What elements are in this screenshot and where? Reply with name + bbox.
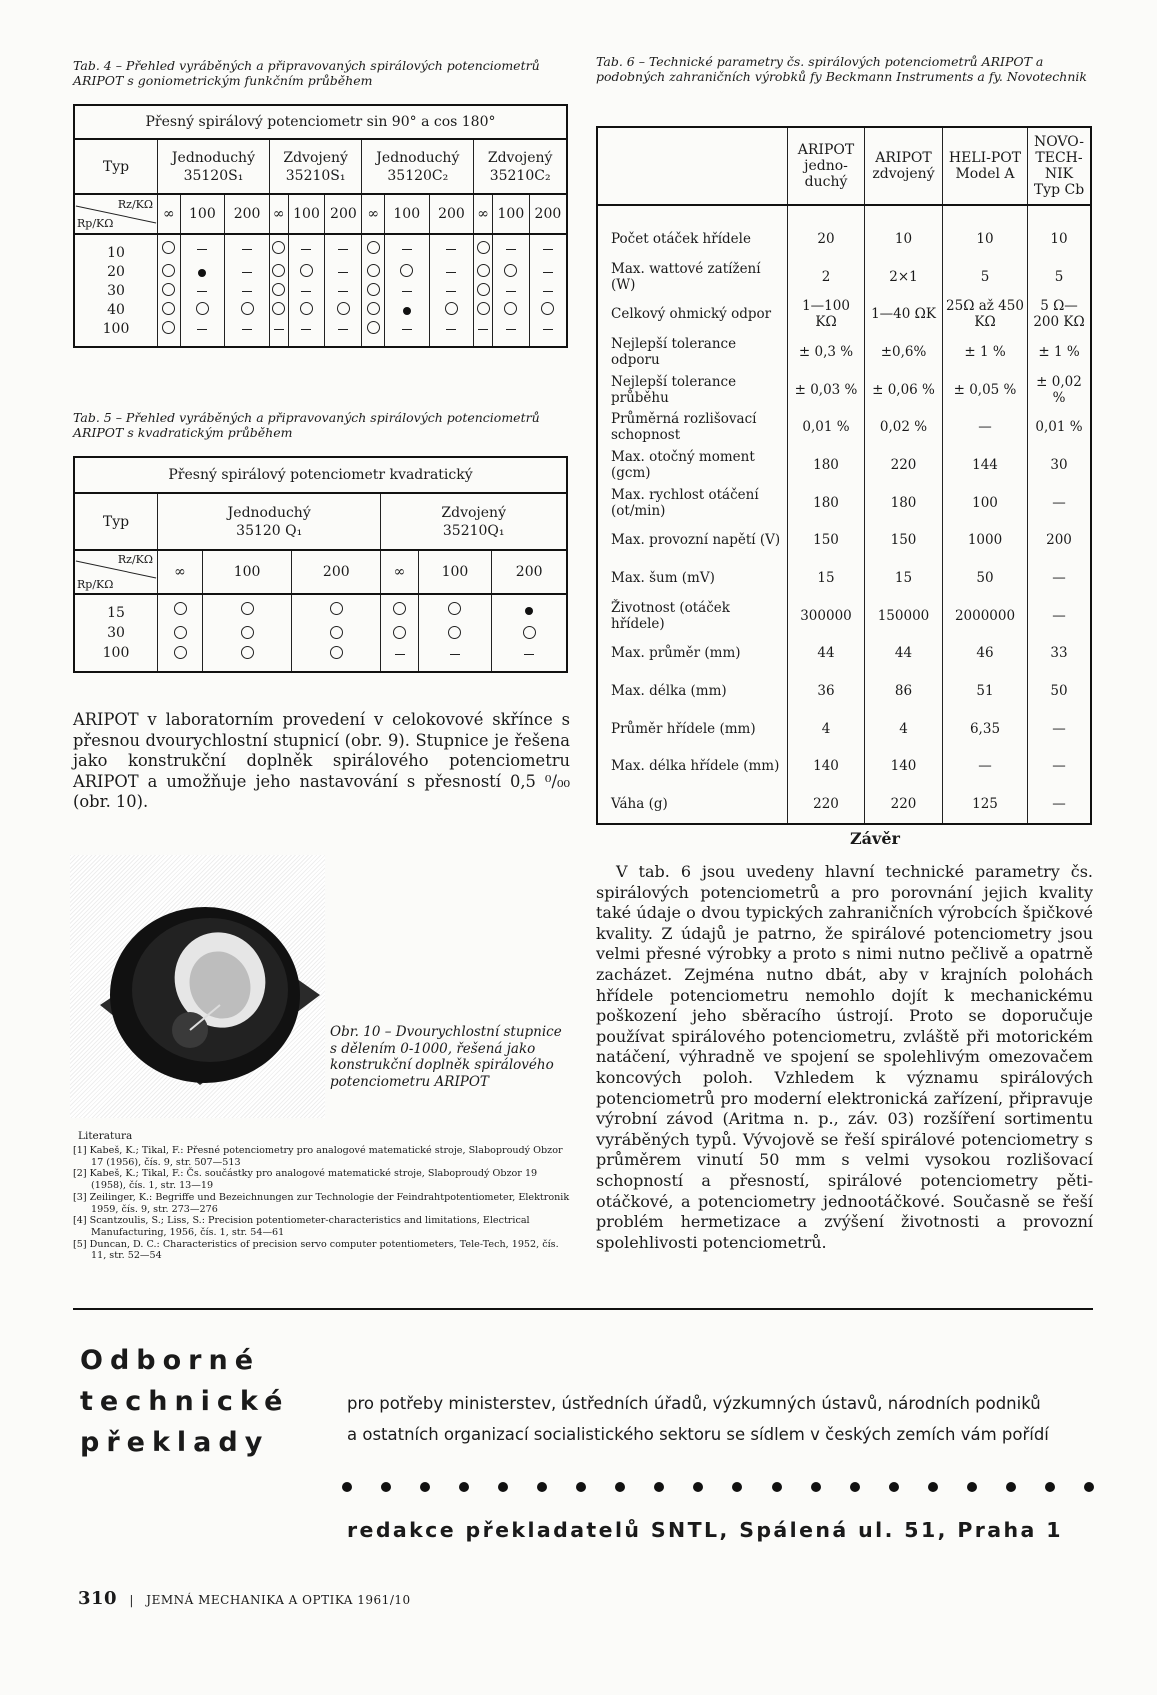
open-circle-mark <box>474 262 493 281</box>
bullet-dot <box>693 1482 703 1492</box>
open-circle-mark <box>158 262 181 281</box>
tab5-col-header: ∞ <box>158 550 203 594</box>
open-circle-mark <box>362 319 385 338</box>
ad-rule <box>73 1308 1093 1310</box>
tab4-col-header: ∞ <box>269 194 288 234</box>
bullet-dot <box>967 1482 977 1492</box>
tab6-cell: — <box>943 748 1028 786</box>
open-circle-mark <box>203 623 292 643</box>
tab6-row <box>597 205 1091 258</box>
tab6-cell: 140 <box>788 748 865 786</box>
literature-list <box>73 1145 570 1262</box>
tab6-row-label: Max. rychlost otáčení (ot/min) <box>611 486 759 519</box>
dash-mark <box>492 643 567 663</box>
tab4-col-header: 200 <box>529 194 567 234</box>
dash-mark <box>384 319 429 338</box>
dash-mark <box>180 234 225 262</box>
tab6-row <box>597 522 1091 560</box>
open-circle-mark <box>225 300 270 319</box>
dash-mark <box>225 234 270 262</box>
open-circle-mark <box>269 234 288 262</box>
open-circle-mark <box>292 594 381 623</box>
tab4-col-header: 200 <box>429 194 474 234</box>
tab4-row-label: 100 <box>102 320 130 337</box>
tab5-row <box>74 643 567 663</box>
filled-dot-mark <box>492 594 567 623</box>
tab4-group-1: Jednoduchý 35120S₁ <box>158 139 270 194</box>
bullet-dot <box>1045 1482 1055 1492</box>
bullet-dot <box>1084 1482 1094 1492</box>
bullet-dot <box>732 1482 742 1492</box>
tab4-col-header: 100 <box>492 194 529 234</box>
open-circle-mark <box>492 623 567 643</box>
open-circle-mark <box>203 594 292 623</box>
tab4-col-header: 200 <box>325 194 362 234</box>
tab5-row-label: 15 <box>107 605 125 621</box>
tab6-row-label: Max. délka (mm) <box>611 683 727 700</box>
ad-text-line-1: pro potřeby ministerstev, ústředních úřadů, výzkumných ústavů, národních podniků <box>347 1394 1041 1413</box>
tab4-row <box>74 281 567 300</box>
tab6-cell: 5 Ω— 200 KΩ <box>1028 295 1092 333</box>
open-circle-mark <box>529 300 567 319</box>
tab6-cell: 25Ω až 450 KΩ <box>943 295 1028 333</box>
tab6-cell: 200 <box>1028 522 1092 560</box>
open-circle-mark <box>474 281 493 300</box>
tab6-cell: 100 <box>943 484 1028 522</box>
tab6-cell: 0,01 % <box>1028 408 1092 446</box>
filled-dot-mark <box>384 300 429 319</box>
tab6-row <box>597 785 1091 824</box>
dash-mark <box>325 281 362 300</box>
tab6-cell: 5 <box>1028 258 1092 296</box>
reference-item: [5] Duncan, D. C.: Characteristics of precision servo computer potentiometers, Tele-Tech, 1952, čís. 11, str. 52—54 <box>73 1238 559 1262</box>
tab6-cell: 144 <box>943 446 1028 484</box>
tab6-cell: 180 <box>788 446 865 484</box>
bullet-dot <box>459 1482 469 1492</box>
tab6-cell: 140 <box>865 748 943 786</box>
tab4-group-2: Zdvojený 35210S₁ <box>269 139 361 194</box>
dash-mark <box>180 281 225 300</box>
bullet-dot <box>342 1482 352 1492</box>
reference-item: [3] Zeilinger, K.: Begriffe und Bezeichnungen zur Technologie der Feindrahtpotentiometer, Elektronik 1959, čís. 9, str. 273—276 <box>73 1191 570 1215</box>
ad-text-line-2: a ostatních organizací socialistického sektoru se sídlem v českých zemích vám pořídí <box>347 1425 1049 1444</box>
tab6-row <box>597 635 1091 673</box>
tab6-cell: 0,01 % <box>788 408 865 446</box>
tab6-row <box>597 258 1091 296</box>
tab5-corner: Rz/KΩ Rp/KΩ <box>74 550 158 594</box>
dash-mark <box>288 319 325 338</box>
tab5-table <box>73 456 568 673</box>
dial-illustration <box>70 855 325 1118</box>
open-circle-mark <box>418 623 492 643</box>
dash-mark <box>225 281 270 300</box>
tab4-corner: Rz/KΩ Rp/KΩ <box>74 194 158 234</box>
tab6-cell: 220 <box>865 785 943 824</box>
tab6-cell: ± 1 % <box>1028 333 1092 371</box>
page-number: 310 <box>78 1588 118 1609</box>
tab6-cell: ± 0,03 % <box>788 371 865 409</box>
dash-mark <box>325 234 362 262</box>
tab5-caption: Tab. 5 – Přehled vyráběných a připravovaných spirálových potenciometrů ARIPOT s kvadratickým průběhem <box>73 410 540 440</box>
tab6-row-label: Max. provozní napětí (V) <box>611 532 781 549</box>
tab4-col-header: 100 <box>180 194 225 234</box>
tab6-row <box>597 408 1091 446</box>
tab6-cell: 1—40 ΩK <box>865 295 943 333</box>
tab4-col-header: ∞ <box>474 194 493 234</box>
tab6-cell: 36 <box>788 672 865 710</box>
open-circle-mark <box>269 281 288 300</box>
open-circle-mark <box>292 643 381 663</box>
tab4-group-3: Jednoduchý 35120C₂ <box>362 139 474 194</box>
open-circle-mark <box>158 623 203 643</box>
tab6-cell: — <box>943 408 1028 446</box>
tab6-table <box>596 126 1092 825</box>
tab6-cell: 4 <box>865 710 943 748</box>
dash-mark <box>529 262 567 281</box>
dash-mark <box>529 234 567 262</box>
tab6-cell: 86 <box>865 672 943 710</box>
tab6-cell: ± 1 % <box>943 333 1028 371</box>
dash-mark <box>474 319 493 338</box>
open-circle-mark <box>418 594 492 623</box>
tab6-cell: 180 <box>865 484 943 522</box>
tab4-row <box>74 300 567 319</box>
journal-name: JEMNÁ MECHANIKA A OPTIKA 1961/10 <box>146 1593 411 1607</box>
dash-mark <box>180 319 225 338</box>
tab6-cell: 33 <box>1028 635 1092 673</box>
tab6-row-label: Nejlepší tolerance odporu <box>611 335 737 368</box>
tab6-header-3: HELI-POT Model A <box>943 127 1028 205</box>
zaver-heading: Závěr <box>850 829 900 848</box>
tab5-group-1: Jednoduchý 35120 Q₁ <box>158 493 381 550</box>
open-circle-mark <box>269 300 288 319</box>
open-circle-mark <box>381 594 418 623</box>
tab6-header-1: ARIPOT jedno-duchý <box>788 127 865 205</box>
tab4-row-label: 20 <box>107 263 125 280</box>
tab5-row <box>74 594 567 623</box>
tab6-cell: ±0,6% <box>865 333 943 371</box>
dash-mark <box>288 234 325 262</box>
tab6-cell: 150 <box>865 522 943 560</box>
tab5-group-2: Zdvojený 35210Q₁ <box>381 493 567 550</box>
tab6-cell: 2×1 <box>865 258 943 296</box>
open-circle-mark <box>362 234 385 262</box>
tab6-row-label: Celkový ohmický odpor <box>611 306 772 323</box>
reference-item: [1] Kabeš, K.; Tikal, F.: Přesné potenciometry pro analogové matematické stroje, Slaboproudý Obzor 17 (1956), čís. 9, str. 507—513 <box>73 1145 563 1168</box>
tab6-cell: 1000 <box>943 522 1028 560</box>
tab6-header-4: NOVO-TECH-NIK Typ Cb <box>1028 127 1092 205</box>
tab6-cell: 51 <box>943 672 1028 710</box>
dash-mark <box>529 319 567 338</box>
tab6-row <box>597 371 1091 409</box>
open-circle-mark <box>381 623 418 643</box>
dash-mark <box>429 319 474 338</box>
ad-title-line-3: překlady <box>80 1427 270 1458</box>
tab6-row-label: Životnost (otáček hřídele) <box>611 599 730 632</box>
tab6-row <box>597 559 1091 597</box>
dash-mark <box>429 262 474 281</box>
tab6-cell: 220 <box>865 446 943 484</box>
bullet-dot <box>498 1482 508 1492</box>
tab4-typ: Typ <box>74 139 158 194</box>
tab6-cell: 15 <box>865 559 943 597</box>
tab6-cell: 125 <box>943 785 1028 824</box>
open-circle-mark <box>429 300 474 319</box>
tab6-cell: 50 <box>943 559 1028 597</box>
dash-mark <box>225 262 270 281</box>
tab6-cell: ± 0,02 % <box>1028 371 1092 409</box>
tab4-col-header: 100 <box>288 194 325 234</box>
tab4-table <box>73 104 568 348</box>
reference-item: [2] Kabeš, K.; Tikal, F.: Čs. součástky pro analogové matematické stroje, Slaboproudý Obzor 19 (1958), čís. 1, str. 13—19 <box>73 1168 538 1192</box>
bullet-dot <box>420 1482 430 1492</box>
tab6-row-label: Nejlepší tolerance průběhu <box>611 373 737 406</box>
tab6-cell: 10 <box>1028 205 1092 258</box>
dash-mark <box>225 319 270 338</box>
tab4-row-label: 40 <box>107 301 125 318</box>
ad-dot-row <box>342 1482 1094 1492</box>
tab6-row-label: Počet otáček hřídele <box>611 230 751 247</box>
tab6-caption: Tab. 6 – Technické parametry čs. spirálových potenciometrů ARIPOT a podobných zahraničních výrobků fy Beckmann Instruments a fy. Novotechnik <box>596 54 1087 84</box>
tab6-cell: 2 <box>788 258 865 296</box>
dash-mark <box>288 281 325 300</box>
tab6-row-label: Max. otočný moment (gcm) <box>611 448 755 481</box>
open-circle-mark <box>158 594 203 623</box>
tab6-cell: 180 <box>788 484 865 522</box>
tab6-header-blank <box>597 127 788 205</box>
open-circle-mark <box>384 262 429 281</box>
dash-mark <box>325 319 362 338</box>
tab4-caption: Tab. 4 – Přehled vyráběných a připravovaných spirálových potenciometrů ARIPOT s goniometrickým funkčním průběhem <box>73 58 540 88</box>
tab4-row <box>74 319 567 338</box>
tab6-cell: 150000 <box>865 597 943 635</box>
dash-mark <box>325 262 362 281</box>
open-circle-mark <box>158 300 181 319</box>
open-circle-mark <box>362 281 385 300</box>
open-circle-mark <box>158 643 203 663</box>
tab6-row-label: Průměrná rozlišovací schopnost <box>611 411 757 444</box>
tab6-row-label: Váha (g) <box>611 796 668 813</box>
open-circle-mark <box>158 234 181 262</box>
tab4-row-label: 10 <box>107 244 125 261</box>
tab4-col-header: ∞ <box>158 194 181 234</box>
dash-mark <box>418 643 492 663</box>
tab6-row <box>597 710 1091 748</box>
tab4-row <box>74 234 567 262</box>
tab5-typ: Typ <box>74 493 158 550</box>
tab6-cell: 5 <box>943 258 1028 296</box>
open-circle-mark <box>474 300 493 319</box>
tab6-row <box>597 748 1091 786</box>
tab6-row <box>597 295 1091 333</box>
tab6-row <box>597 446 1091 484</box>
reference-item: [4] Scantzoulis, S.; Liss, S.: Precision potentiometer-characteristics and limitations, Electrical Manufacturing, 1956, čís. 1, str. 54—61 <box>73 1215 530 1238</box>
dash-mark <box>384 281 429 300</box>
zaver-text: V tab. 6 jsou uvedeny hlavní technické parametry čs. spirálových potenciometrů a pro porovnání jejich kvality také údaje o dvou typických zahraničních výrobcích špičkové kvality. Z údajů je patrno, že spirálové potenciometry jsou velmi přesné výrobky a proto s nimi nutno pečlivě a opatrně zacházet. Zejména nutno dbát, aby v krajních polohách hřídele potenciometru nemohlo dojít k mechanickému poškození jeho sběracího ústrojí. Proto se doporučuje používat spirálového potenciometru, zvláště při motorickém natáčení, výhradně ve spojení se spolehlivým omezovačem koncových poloh. Vzhledem k významu spirálových potenciometrů pro moderní elektronická zařízení, připravuje výrobní závod (Aritma n. p., záv. 03) rozšíření sortimentu vyráběných typů. Vývojově se řeší spirálové potenciometry s průměrem vinutí 50 mm s velmi vysokou rozlišovací schopností a přesností, spirálové potenciometry pěti-otáčkové, a potenciometry jednootáčkové. Současně se řeší problém hermetizace a zvýšení životnosti a provozní spolehlivosti potenciometrů. <box>596 862 1093 1252</box>
open-circle-mark <box>325 300 362 319</box>
tab4-col-header: ∞ <box>362 194 385 234</box>
tab6-cell: 220 <box>788 785 865 824</box>
page-footer: 310 | JEMNÁ MECHANIKA A OPTIKA 1961/10 <box>78 1588 411 1609</box>
tab6-cell: 30 <box>1028 446 1092 484</box>
tab6-cell: — <box>1028 785 1092 824</box>
tab6-cell: 50 <box>1028 672 1092 710</box>
filled-dot-mark <box>180 262 225 281</box>
bullet-dot <box>537 1482 547 1492</box>
tab6-row <box>597 484 1091 522</box>
tab6-cell: 10 <box>865 205 943 258</box>
tab6-row-label: Průměr hřídele (mm) <box>611 720 756 737</box>
open-circle-mark <box>474 234 493 262</box>
tab6-cell: 300000 <box>788 597 865 635</box>
tab5-col-header: 100 <box>418 550 492 594</box>
bullet-dot <box>576 1482 586 1492</box>
dash-mark <box>381 643 418 663</box>
tab4-row-label: 30 <box>107 282 125 299</box>
open-circle-mark <box>269 262 288 281</box>
dial-photo <box>70 855 325 1118</box>
tab6-cell: 6,35 <box>943 710 1028 748</box>
tab5-col-header: 200 <box>292 550 381 594</box>
tab6-cell: 44 <box>788 635 865 673</box>
tab6-row <box>597 333 1091 371</box>
ad-title-line-1: Odborné <box>80 1345 261 1376</box>
tab6-header-2: ARIPOT zdvojený <box>865 127 943 205</box>
open-circle-mark <box>180 300 225 319</box>
bullet-dot <box>615 1482 625 1492</box>
dash-mark <box>529 281 567 300</box>
tab6-cell: — <box>1028 748 1092 786</box>
bullet-dot <box>850 1482 860 1492</box>
tab5-row-label: 30 <box>107 625 125 641</box>
open-circle-mark <box>492 262 529 281</box>
dash-mark <box>269 319 288 338</box>
tab4-col-header: 200 <box>225 194 270 234</box>
tab6-cell: — <box>1028 484 1092 522</box>
tab6-cell: ± 0,06 % <box>865 371 943 409</box>
bullet-dot <box>928 1482 938 1492</box>
tab6-row <box>597 672 1091 710</box>
ad-title-line-2: technické <box>80 1386 290 1417</box>
open-circle-mark <box>158 281 181 300</box>
tab5-title: Přesný spirálový potenciometr kvadratický <box>74 457 567 493</box>
tab5-row <box>74 623 567 643</box>
tab6-row-label: Max. délka hřídele (mm) <box>611 758 780 775</box>
tab6-row-label: Max. šum (mV) <box>611 570 715 587</box>
bullet-dot <box>654 1482 664 1492</box>
bullet-dot <box>889 1482 899 1492</box>
tab4-title: Přesný spirálový potenciometr sin 90° a cos 180° <box>74 105 567 139</box>
tab6-cell: 1—100 KΩ <box>788 295 865 333</box>
figure-caption: Obr. 10 – Dvourychlostní stupnice s dělením 0-1000, řešená jako konstrukční doplněk spirálového potenciometru ARIPOT <box>330 1024 562 1090</box>
open-circle-mark <box>203 643 292 663</box>
open-circle-mark <box>288 262 325 281</box>
bullet-dot <box>1006 1482 1016 1492</box>
tab6-cell: ± 0,3 % <box>788 333 865 371</box>
bullet-dot <box>772 1482 782 1492</box>
tab6-cell: 0,02 % <box>865 408 943 446</box>
tab5-row-label: 100 <box>102 645 130 661</box>
tab6-cell: 4 <box>788 710 865 748</box>
open-circle-mark <box>292 623 381 643</box>
tab4-row <box>74 262 567 281</box>
open-circle-mark <box>362 300 385 319</box>
literature-heading: Literatura <box>78 1130 133 1142</box>
open-circle-mark <box>362 262 385 281</box>
tab6-cell: 44 <box>865 635 943 673</box>
tab6-cell: 150 <box>788 522 865 560</box>
tab6-cell: ± 0,05 % <box>943 371 1028 409</box>
dash-mark <box>429 281 474 300</box>
dash-mark <box>492 281 529 300</box>
tab4-col-header: 100 <box>384 194 429 234</box>
tab4-group-4: Zdvojený 35210C₂ <box>474 139 567 194</box>
tab6-cell: — <box>1028 559 1092 597</box>
tab6-cell: 15 <box>788 559 865 597</box>
dash-mark <box>492 319 529 338</box>
open-circle-mark <box>158 319 181 338</box>
tab6-row-label: Max. průměr (mm) <box>611 645 741 662</box>
tab6-cell: — <box>1028 710 1092 748</box>
tab6-cell: 20 <box>788 205 865 258</box>
tab6-cell: 46 <box>943 635 1028 673</box>
tab6-row-label: Max. wattové zatížení (W) <box>611 260 761 293</box>
open-circle-mark <box>288 300 325 319</box>
tab6-cell: 2000000 <box>943 597 1028 635</box>
tab5-col-header: 100 <box>203 550 292 594</box>
bullet-dot <box>381 1482 391 1492</box>
tab6-row <box>597 597 1091 635</box>
ad-address: redakce překladatelů SNTL, Spálená ul. 51, Praha 1 <box>347 1518 1063 1542</box>
tab6-cell: 10 <box>943 205 1028 258</box>
left-paragraph: ARIPOT v laboratorním provedení v celokovové skřínce s přesnou dvourychlostní stupnicí (obr. 9). Stupnice je řešena jako konstrukční doplněk spirálového potenciometru ARIPOT a umožňuje jeho nastavování s přesností 0,5 ⁰/₀₀ (obr. 10). <box>73 710 570 812</box>
dash-mark <box>384 234 429 262</box>
dash-mark <box>429 234 474 262</box>
tab5-col-header: ∞ <box>381 550 418 594</box>
dash-mark <box>492 234 529 262</box>
open-circle-mark <box>492 300 529 319</box>
bullet-dot <box>811 1482 821 1492</box>
tab5-col-header: 200 <box>492 550 567 594</box>
tab6-cell: — <box>1028 597 1092 635</box>
